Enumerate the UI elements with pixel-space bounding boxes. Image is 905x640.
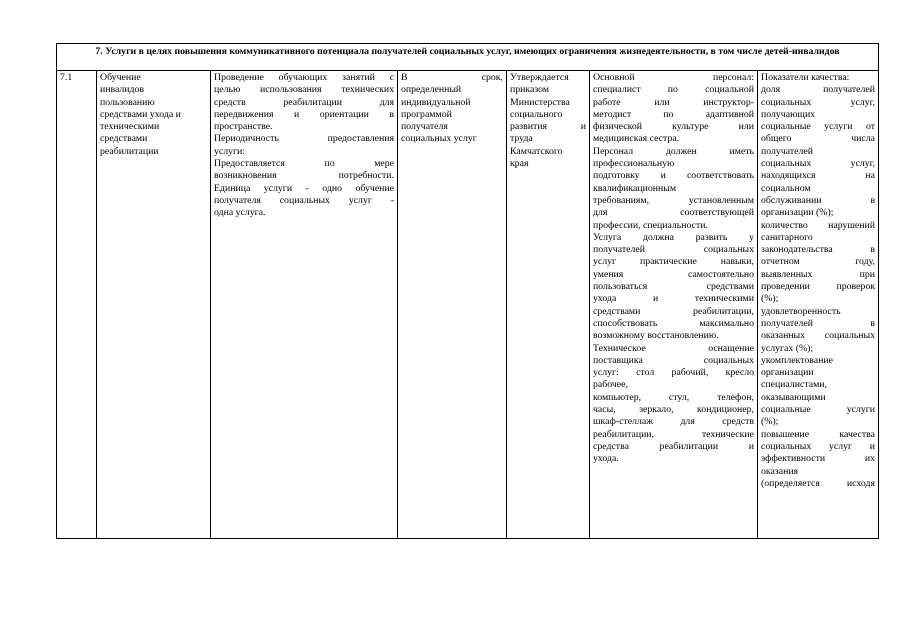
cell-service-name <box>97 71 211 538</box>
cell-text-line: реабилитации <box>100 145 159 157</box>
cell-text-line: реабилитации, технические <box>593 428 754 440</box>
services-table <box>56 43 879 539</box>
cell-text-line: (%); <box>761 416 779 428</box>
cell-text-line: удовлетворенность <box>761 305 841 317</box>
cell-text-line: физической культуре или <box>593 121 754 133</box>
cell-term <box>398 71 507 538</box>
cell-text-line: средствами ухода и <box>100 108 181 120</box>
cell-text-line: профессиональную <box>593 158 675 170</box>
cell-text-line: оказания <box>761 465 799 477</box>
cell-text-line: способствовать максимально <box>593 317 754 329</box>
cell-text-line: оказанных социальных <box>761 330 875 342</box>
cell-text-line: социальных услуг, <box>761 96 875 108</box>
cell-text-line: получателей в <box>761 317 875 329</box>
cell-text-line: Утверждается <box>510 72 569 83</box>
cell-text-line: для соответствующей <box>593 207 754 219</box>
cell-text-line: индивидуальной <box>401 96 471 108</box>
cell-text-line: техническими <box>100 121 160 133</box>
cell-quality <box>758 71 878 538</box>
cell-text-line: Основной персонал: <box>593 72 754 83</box>
cell-text-line: труда <box>510 133 533 145</box>
cell-text-line: инвалидов <box>100 84 145 96</box>
cell-text-line: законодательства в <box>761 244 875 256</box>
cell-text-line: одна услуга. <box>214 207 266 219</box>
cell-text-line: квалификационным <box>593 182 677 194</box>
cell-text-line: пространстве. <box>214 121 273 133</box>
cell-text-line: шкаф-стеллаж для средств <box>593 416 754 428</box>
cell-text-line: эффективности их <box>761 453 875 465</box>
cell-text-line: (%); <box>761 293 779 305</box>
row-number: 7.1 <box>60 72 73 83</box>
cell-text-line: Техническое оснащение <box>593 342 754 354</box>
cell-text-line: получателей социальных <box>593 244 754 256</box>
cell-text-line: программой <box>401 108 452 120</box>
cell-text-line: повышение качества <box>761 428 875 440</box>
cell-text-line: услуги: <box>214 145 246 157</box>
cell-description <box>211 71 398 538</box>
cell-text-line: возникновения потребности. <box>214 170 394 182</box>
cell-text-line: получающих <box>761 108 816 120</box>
cell-text-line: укомплектование <box>761 354 833 366</box>
cell-text-line: целью использования технических <box>214 84 394 96</box>
cell-text-line: Предоставляется по мере <box>214 158 394 170</box>
cell-text-line: часы, зеркало, кондиционер, <box>593 404 754 416</box>
cell-text-line: социальных услуг <box>401 133 477 145</box>
cell-text-line: рабочее, <box>593 379 628 391</box>
cell-text-line: Проведение обучающих занятий с <box>214 72 394 83</box>
cell-text-line: специалист по социальной <box>593 84 754 96</box>
cell-text-line: социальном <box>761 182 811 194</box>
cell-text-line: проведении проверок <box>761 281 875 293</box>
cell-text-line: обслуживании в <box>761 194 875 206</box>
cell-text-line: получателей <box>761 145 813 157</box>
cell-text-line: пользоваться средствами <box>593 281 754 293</box>
cell-text-line: Камчатского <box>510 145 563 157</box>
cell-text-line: выявленных при <box>761 268 875 280</box>
cell-text-line: Услуга должна развить у <box>593 231 754 243</box>
cell-text-line: организации (%); <box>761 207 834 219</box>
cell-text-line: услуг: стол рабочий, кресло <box>593 367 754 379</box>
cell-text-line: Персонал должен иметь <box>593 145 754 157</box>
cell-text-line: социальных услуг и <box>761 440 875 452</box>
cell-text-line: социального <box>510 108 563 120</box>
cell-text-line: социальных услуг, <box>761 158 875 170</box>
cell-text-line: общего числа <box>761 133 875 145</box>
cell-text-line: отчетном году, <box>761 256 875 268</box>
cell-text-line: (определяется исходя <box>761 477 875 489</box>
cell-text-line: поставщика социальных <box>593 354 754 366</box>
cell-text-line: края <box>510 158 529 170</box>
cell-text-line: методист по адаптивной <box>593 108 754 120</box>
cell-text-line: количество нарушений <box>761 219 875 231</box>
cell-text-line: доля получателей <box>761 84 875 96</box>
cell-text-line: средствами реабилитации, <box>593 305 754 317</box>
cell-text-line: приказом <box>510 84 550 96</box>
cell-text-line: оказывающими <box>761 391 826 403</box>
cell-text-line: социальные услуги <box>761 404 875 416</box>
cell-text-line: развития и <box>510 121 586 133</box>
section-header: 7. Услуги в целях повышения коммуникативного потенциала получателей социальных услуг, имеющих ограничения жизнедеятельности, в том числе детей-инвалидов <box>57 44 878 71</box>
cell-text-line: Показатели качества: <box>761 72 850 83</box>
cell-text-line: Министерства <box>510 96 570 108</box>
cell-text-line: возможному восстановлению. <box>593 330 719 342</box>
cell-text-line: требованиям, установленным <box>593 194 754 206</box>
cell-text-line: В срок, <box>401 72 503 83</box>
cell-text-line: средства реабилитации и <box>593 440 754 452</box>
cell-text-line: находящихся на <box>761 170 875 182</box>
cell-text-line: определенный <box>401 84 462 96</box>
cell-text-line: получателя социальных услуг - <box>214 194 394 206</box>
cell-text-line: санитарного <box>761 231 813 243</box>
cell-text-line: ухода и техническими <box>593 293 754 305</box>
cell-text-line: пользованию <box>100 96 155 108</box>
cell-text-line: средствами <box>100 133 148 145</box>
cell-text-line: средств реабилитации для <box>214 96 394 108</box>
cell-text-line: социальные услуги от <box>761 121 875 133</box>
cell-text-line: медицинская сестра. <box>593 133 680 145</box>
cell-text-line: услугах (%); <box>761 342 814 354</box>
cell-text-line: ухода. <box>593 453 619 465</box>
cell-tariff <box>507 71 590 538</box>
cell-number <box>57 71 97 538</box>
cell-conditions <box>590 71 758 538</box>
cell-text-line: услуг практические навыки, <box>593 256 754 268</box>
cell-text-line: специалистами, <box>761 379 827 391</box>
cell-text-line: подготовку и соответствовать <box>593 170 754 182</box>
cell-text-line: умения самостоятельно <box>593 268 754 280</box>
cell-text-line: передвижения и ориентации в <box>214 108 394 120</box>
cell-text-line: компьютер, стул, телефон, <box>593 391 754 403</box>
cell-text-line: организации <box>761 367 814 379</box>
cell-text-line: Обучение <box>100 72 141 83</box>
cell-text-line: профессии, специальности. <box>593 219 708 231</box>
table-row <box>57 71 878 538</box>
cell-text-line: работе или инструктор- <box>593 96 754 108</box>
cell-text-line: Периодичность предоставления <box>214 133 394 145</box>
cell-text-line: получателя <box>401 121 448 133</box>
cell-text-line: Единица услуги - одно обучение <box>214 182 394 194</box>
